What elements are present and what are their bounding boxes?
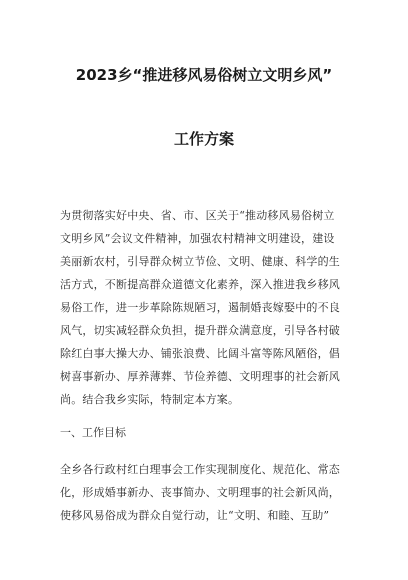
section-line: 全乡各行政村红白理事会工作实现制度化、规范化、常态 [60, 463, 340, 476]
intro-line: 活方式，不断提高群众道德文化素养，深入推进我乡移风 [60, 278, 340, 291]
document-title: 2023乡“推进移风易俗树立文明乡风” [75, 66, 333, 84]
intro-line: 为贯彻落实好中央、省、市、区关于“推动移风易俗树立 [60, 209, 335, 222]
document-subtitle: 工作方案 [173, 130, 234, 148]
section-line: 化，形成婚事新办、丧事简办、文明理事的社会新风尚， [60, 486, 340, 499]
intro-line: 易俗工作，进一步革除陈规陋习，遏制婚丧嫁娶中的不良 [60, 301, 340, 314]
intro-line: 美丽新农村，引导群众树立节俭、文明、健康、科学的生 [60, 255, 340, 268]
section-heading: 一、工作目标 [60, 426, 126, 439]
section-line: 使移风易俗成为群众自觉行动，让“文明、和睦、互助” [60, 509, 330, 522]
intro-line: 尚。结合我乡实际，特制定本方案。 [60, 393, 240, 406]
intro-line: 除红白事大操大办、铺张浪费、比阔斗富等陈风陋俗，倡 [60, 347, 340, 360]
intro-line: 文明乡风”会议文件精神，加强农村精神文明建设，建设 [60, 232, 335, 245]
intro-line: 树喜事新办、厚养薄葬、节俭养德、文明理事的社会新风 [60, 370, 340, 383]
intro-line: 风气，切实减轻群众负担，提升群众满意度，引导各村破 [60, 324, 340, 337]
